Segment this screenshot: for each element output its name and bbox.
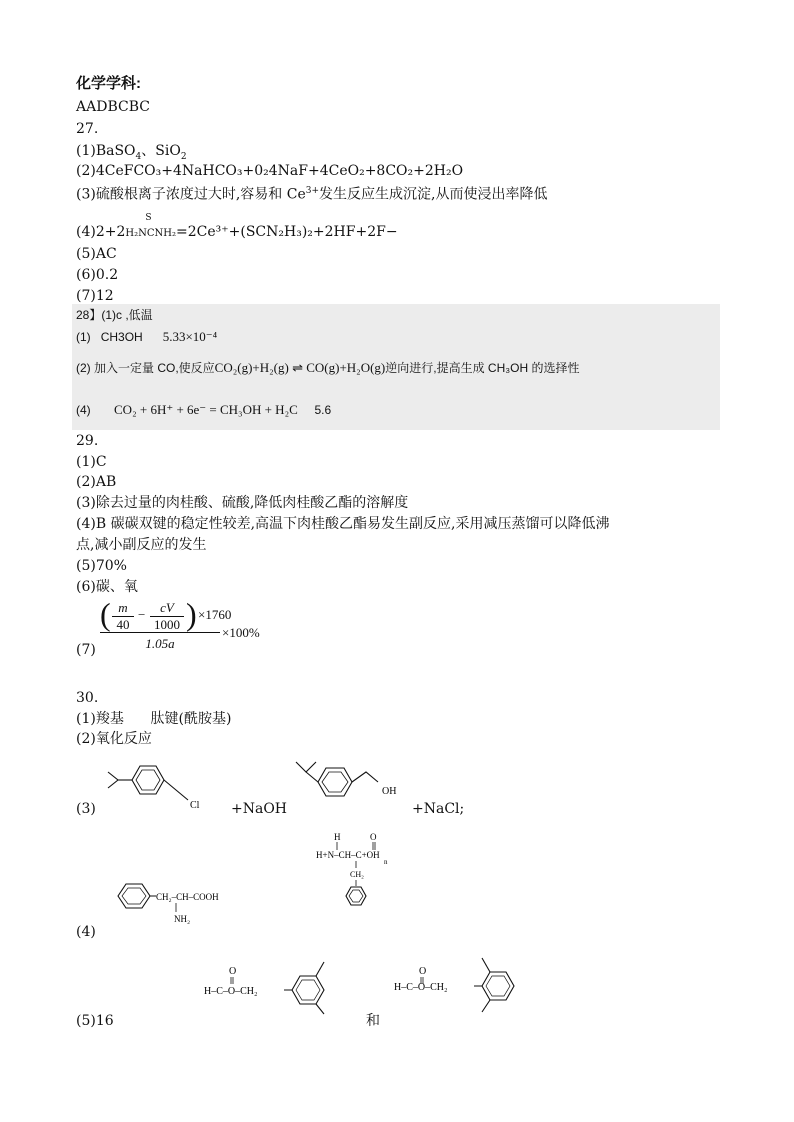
q29-answer-4-line-2: 点,减小副反应的发生 (76, 537, 207, 553)
poly-chain: H+N–CH–C+OH (316, 850, 380, 860)
q30-answer-3-label: (3) (76, 801, 96, 817)
q28-answer-3: (2) 加入一定量 CO,使反应CO₂(g)+H₂(g) ⇌ CO(g)+H₂O(g)逆向进行,提高生成 CH₃OH 的选择性 (76, 360, 580, 375)
q30-answer-5-label: (5)16 (76, 1013, 114, 1029)
q30-answer-4-label: (4) (76, 924, 96, 940)
chlorine-label: Cl (190, 800, 200, 811)
phe-chain: CH₂–CH–COOH (156, 892, 219, 902)
q30-number: 30. (76, 690, 99, 706)
q30-answer-1: (1)羧基 肽键(酰胺基) (76, 711, 232, 727)
poly-h: H (334, 832, 341, 842)
q29-answer-7-label: (7) (76, 642, 96, 658)
q30-answer-2: (2)氧化反应 (76, 731, 152, 747)
q27-answer-5: (5)AC (76, 246, 117, 262)
poly-ch2: CH₂ (350, 870, 364, 879)
structure-phenylalanine (112, 876, 242, 926)
q27-answer-6: (6)0.2 (76, 267, 119, 283)
q29-answer-2: (2)AB (76, 474, 117, 490)
q29-answer-4-line-1: (4)B 碳碳双键的稳定性较差,高温下肉桂酸乙酯易发生副反应,采用减压蒸馏可以降低沸 (76, 516, 610, 532)
q27-answer-2: (2)4CeFCO₃+4NaHCO₃+0₂4NaF+4CeO₂+8CO₂+2H₂O (76, 163, 464, 179)
q29-answer-1: (1)C (76, 454, 107, 470)
structure-chloride (100, 756, 220, 816)
q28-answer-2: (1) CH3OH 5.33×10⁻⁴ (76, 329, 218, 344)
ester2-o: O (419, 966, 427, 977)
q29-number: 29. (76, 433, 99, 449)
structure-ester-2 (390, 954, 535, 1016)
structure-ester-1 (200, 954, 345, 1016)
q27-number: 27. (76, 121, 99, 137)
mc-answers: AADBCBC (76, 99, 150, 115)
structure-polypeptide (312, 830, 422, 922)
plus-naoh: +NaOH (231, 801, 288, 817)
q29-answer-7-formula: ( m 40 − cV 1000 ) ×1760 ×100% 1.05a (100, 596, 260, 651)
hydroxyl-label: OH (382, 786, 397, 797)
q27-answer-3: (3)硫酸根离子浓度过大时,容易和 $Ce^{3+}$发生反应生成沉淀,从而使浸出率降低 (76, 186, 548, 203)
ester2-chain: H–C–O–CH₂ (394, 982, 448, 993)
plus-nacl: +NaCl; (412, 801, 465, 817)
q29-answer-3: (3)除去过量的肉桂酸、硫酸,降低肉桂酸乙酯的溶解度 (76, 495, 409, 511)
q28-answer-1: 28】(1)c ,低温 (76, 308, 153, 322)
thiourea-structure: S H₂NCNH₂ (125, 213, 177, 239)
q27-answer-7: (7)12 (76, 288, 114, 304)
q29-answer-5: (5)70% (76, 558, 127, 574)
phe-amine: NH₂ (174, 914, 191, 924)
structure-alcohol (288, 758, 408, 808)
q28-answer-4: (4) CO₂ + 6H⁺ + 6e⁻ = CH₃OH + H₂C 5.6 (76, 402, 332, 417)
subject-header: 化学学科: (76, 75, 141, 92)
ester1-chain: H–C–O–CH₂ (204, 986, 258, 997)
poly-n: n (384, 858, 388, 866)
ester1-o: O (229, 966, 237, 977)
q29-answer-6: (6)碳、氧 (76, 579, 138, 595)
and-text: 和 (366, 1013, 380, 1029)
q27-answer-1: (1)BaSO$_4$、SiO$_2$ (76, 143, 187, 162)
poly-o: O (370, 832, 377, 842)
q27-answer-4: (4)2+2 S H₂NCNH₂=2Ce³⁺+(SCN₂H₃)₂+2HF+2F− (76, 222, 398, 244)
formula-numerator: ( m 40 − cV 1000 ) ×1760 (100, 596, 232, 632)
